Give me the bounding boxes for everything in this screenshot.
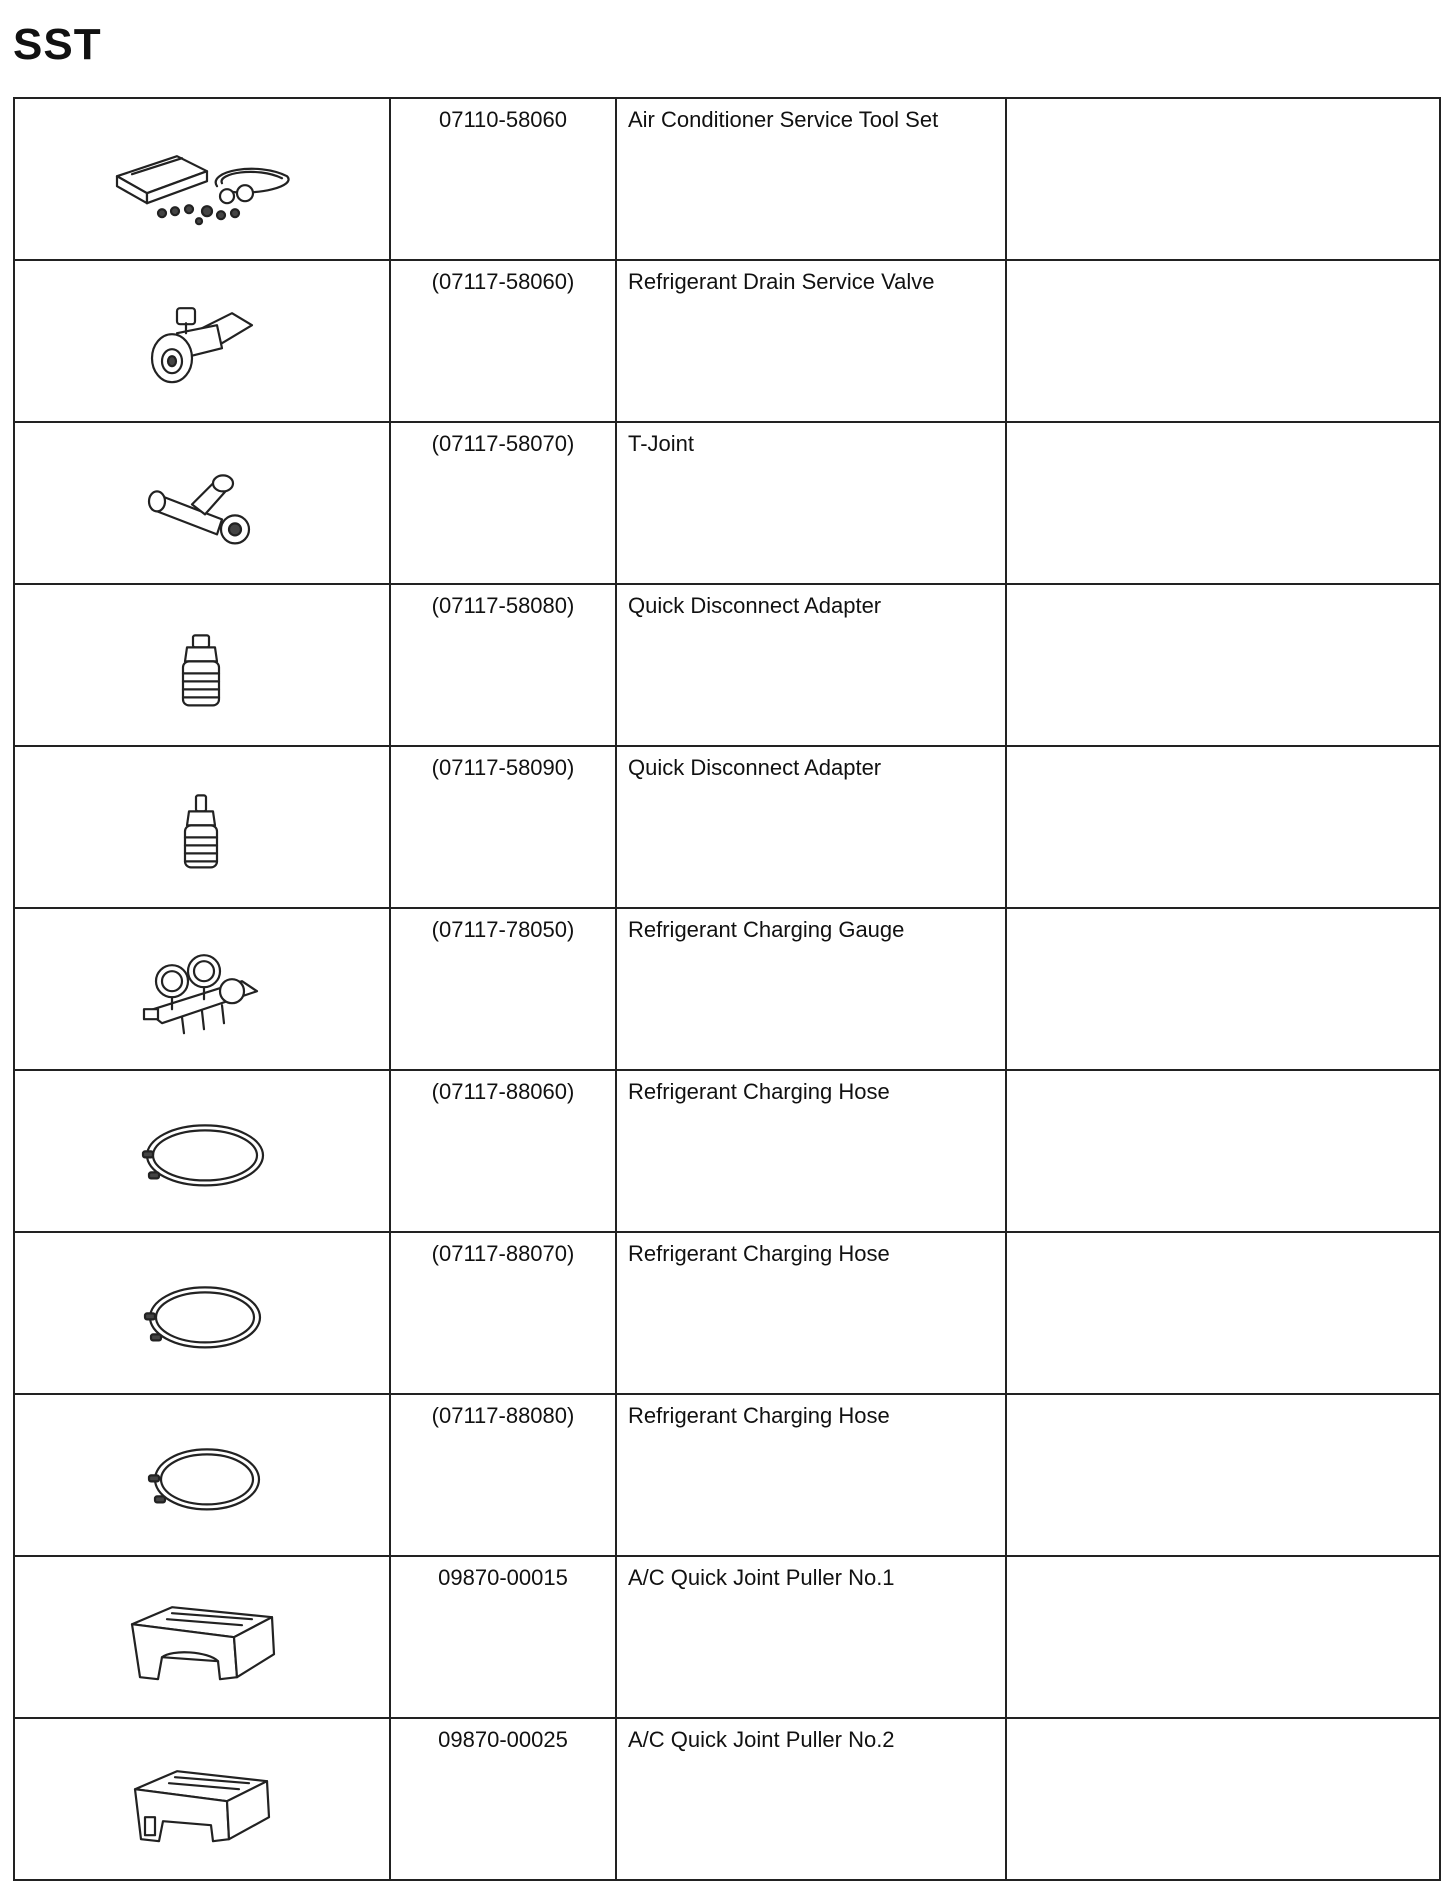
tool-number: 09870-00025 [438, 1727, 568, 1752]
tool-name-cell [616, 1070, 1006, 1232]
service-tool-set-icon [107, 141, 297, 231]
tool-name: A/C Quick Joint Puller No.1 [628, 1565, 895, 1590]
tool-note-cell [1006, 1070, 1440, 1232]
tool-number: (07117-88070) [431, 1241, 575, 1266]
tool-number: 09870-00015 [438, 1565, 568, 1590]
tool-name-cell [616, 1556, 1006, 1718]
charging-gauge-icon [142, 951, 262, 1041]
tool-illustration-cell [14, 908, 390, 1070]
tool-name: Refrigerant Charging Gauge [628, 917, 905, 942]
charging-hose-icon [137, 1117, 267, 1197]
tool-note-cell [1006, 746, 1440, 908]
tool-illustration-cell [14, 422, 390, 584]
tool-number-cell [390, 1394, 616, 1556]
tool-name-cell [616, 584, 1006, 746]
tool-number: (07117-58080) [431, 593, 575, 618]
table-row [14, 260, 1440, 422]
tool-number-cell [390, 260, 616, 422]
tool-number-cell [390, 908, 616, 1070]
tool-illustration-cell [14, 1556, 390, 1718]
tool-name-cell [616, 908, 1006, 1070]
quick-joint-puller-icon [127, 1761, 277, 1851]
tool-number-cell [390, 1070, 616, 1232]
tool-note-cell [1006, 1232, 1440, 1394]
tool-number-cell [390, 1232, 616, 1394]
tool-note-cell [1006, 1394, 1440, 1556]
tool-name-cell [616, 422, 1006, 584]
table-row [14, 908, 1440, 1070]
tool-name-cell [616, 1232, 1006, 1394]
tool-name-cell [616, 98, 1006, 260]
table-row [14, 422, 1440, 584]
tool-name-cell [616, 260, 1006, 422]
tool-name: Refrigerant Charging Hose [628, 1241, 890, 1266]
tool-number-cell [390, 422, 616, 584]
tool-name: Quick Disconnect Adapter [628, 755, 882, 780]
tool-number: (07117-78050) [431, 917, 575, 942]
tool-name-cell [616, 746, 1006, 908]
tool-illustration-cell [14, 584, 390, 746]
charging-hose-icon [137, 1279, 267, 1359]
tool-number: (07117-58060) [431, 269, 575, 294]
tool-number: (07117-88080) [431, 1403, 575, 1428]
tool-illustration-cell [14, 1070, 390, 1232]
tool-name: Quick Disconnect Adapter [628, 593, 882, 618]
tool-illustration-cell [14, 746, 390, 908]
drain-service-valve-icon [147, 303, 257, 393]
tool-number-cell [390, 584, 616, 746]
charging-hose-icon [137, 1441, 267, 1521]
table-row [14, 584, 1440, 746]
tool-note-cell [1006, 260, 1440, 422]
tool-illustration-cell [14, 98, 390, 260]
quick-disconnect-adapter-icon [177, 631, 227, 711]
table-row [14, 746, 1440, 908]
tool-illustration-cell [14, 1718, 390, 1880]
table-row [14, 1070, 1440, 1232]
table-row [14, 1556, 1440, 1718]
quick-joint-puller-icon [122, 1599, 282, 1689]
tool-note-cell [1006, 1556, 1440, 1718]
tool-number: (07117-58070) [431, 431, 575, 456]
t-joint-icon [147, 469, 257, 549]
tool-note-cell [1006, 98, 1440, 260]
table-row [14, 1718, 1440, 1880]
table-row [14, 1394, 1440, 1556]
tool-note-cell [1006, 422, 1440, 584]
tool-name-cell [616, 1394, 1006, 1556]
tool-illustration-cell [14, 1232, 390, 1394]
tool-note-cell [1006, 1718, 1440, 1880]
table-row [14, 1232, 1440, 1394]
tool-name: A/C Quick Joint Puller No.2 [628, 1727, 895, 1752]
tool-number-cell [390, 1718, 616, 1880]
tool-name: T-Joint [628, 431, 695, 456]
tool-number-cell [390, 98, 616, 260]
tool-illustration-cell [14, 1394, 390, 1556]
tool-number: (07117-58090) [431, 755, 575, 780]
page-title: SST [13, 20, 102, 69]
tool-number-cell [390, 746, 616, 908]
quick-disconnect-adapter-icon [177, 793, 227, 873]
tool-illustration-cell [14, 260, 390, 422]
tool-number: 07110-58060 [438, 107, 568, 132]
tool-name: Refrigerant Charging Hose [628, 1079, 890, 1104]
tool-note-cell [1006, 584, 1440, 746]
tool-name: Refrigerant Drain Service Valve [628, 269, 935, 294]
sst-table [13, 97, 1441, 1881]
tool-number: (07117-88060) [431, 1079, 575, 1104]
tool-name: Air Conditioner Service Tool Set [628, 107, 939, 132]
tool-name: Refrigerant Charging Hose [628, 1403, 890, 1428]
tool-name-cell [616, 1718, 1006, 1880]
table-row [14, 98, 1440, 260]
tool-note-cell [1006, 908, 1440, 1070]
tool-number-cell [390, 1556, 616, 1718]
